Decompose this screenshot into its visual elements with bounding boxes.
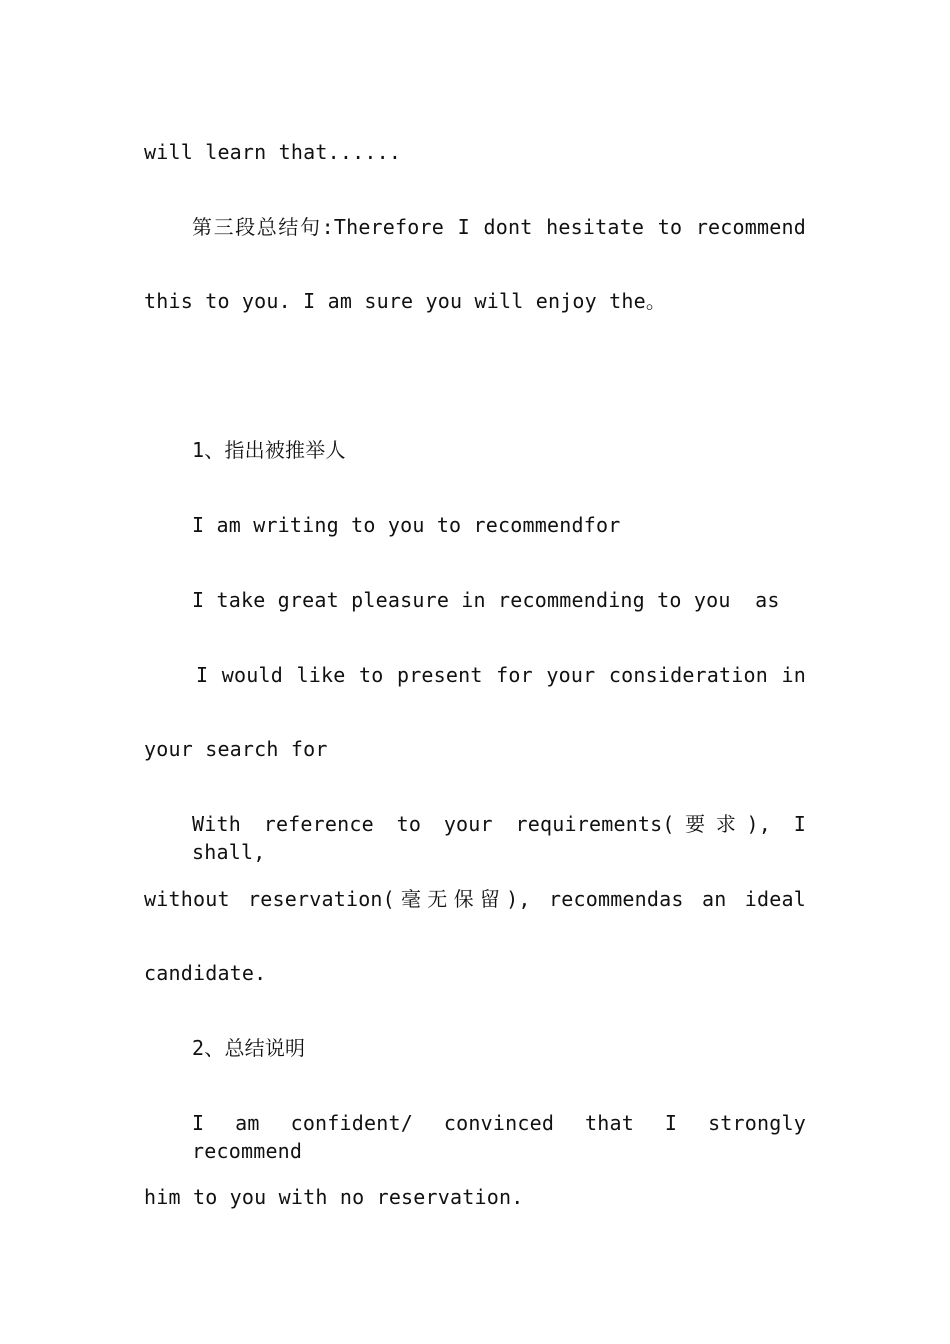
section-heading-2: 2、总结说明	[192, 1036, 306, 1060]
text-line-summary-phrase: I am confident/ convinced that I strongly recommend	[192, 1111, 806, 1163]
text-line-summary-phrase-cont: him to you with no reservation.	[144, 1185, 524, 1209]
text-line-continuation: will learn that......	[144, 140, 402, 164]
text-line-paragraph3-summary: 第三段总结句:Therefore I dont hesitate to recommend	[192, 215, 806, 239]
text-line-phrase-3: I would like to present for your consideration in	[196, 663, 806, 687]
section-heading-1: 1、指出被推举人	[192, 438, 346, 462]
text-line-paragraph3-summary-cont: this to you. I am sure you will enjoy the。	[144, 289, 667, 313]
text-line-phrase-4-end: candidate.	[144, 961, 267, 985]
text-line-phrase-4: With reference to your requirements(要求), I shall,	[192, 812, 806, 864]
text-line-phrase-3-cont: your search for	[144, 737, 328, 761]
text-line-phrase-4-cont: without reservation(毫无保留), recommendas an ideal	[144, 887, 806, 911]
text-line-phrase-1: I am writing to you to recommendfor	[192, 513, 621, 537]
text-line-phrase-2: I take great pleasure in recommending to you as	[192, 588, 780, 612]
